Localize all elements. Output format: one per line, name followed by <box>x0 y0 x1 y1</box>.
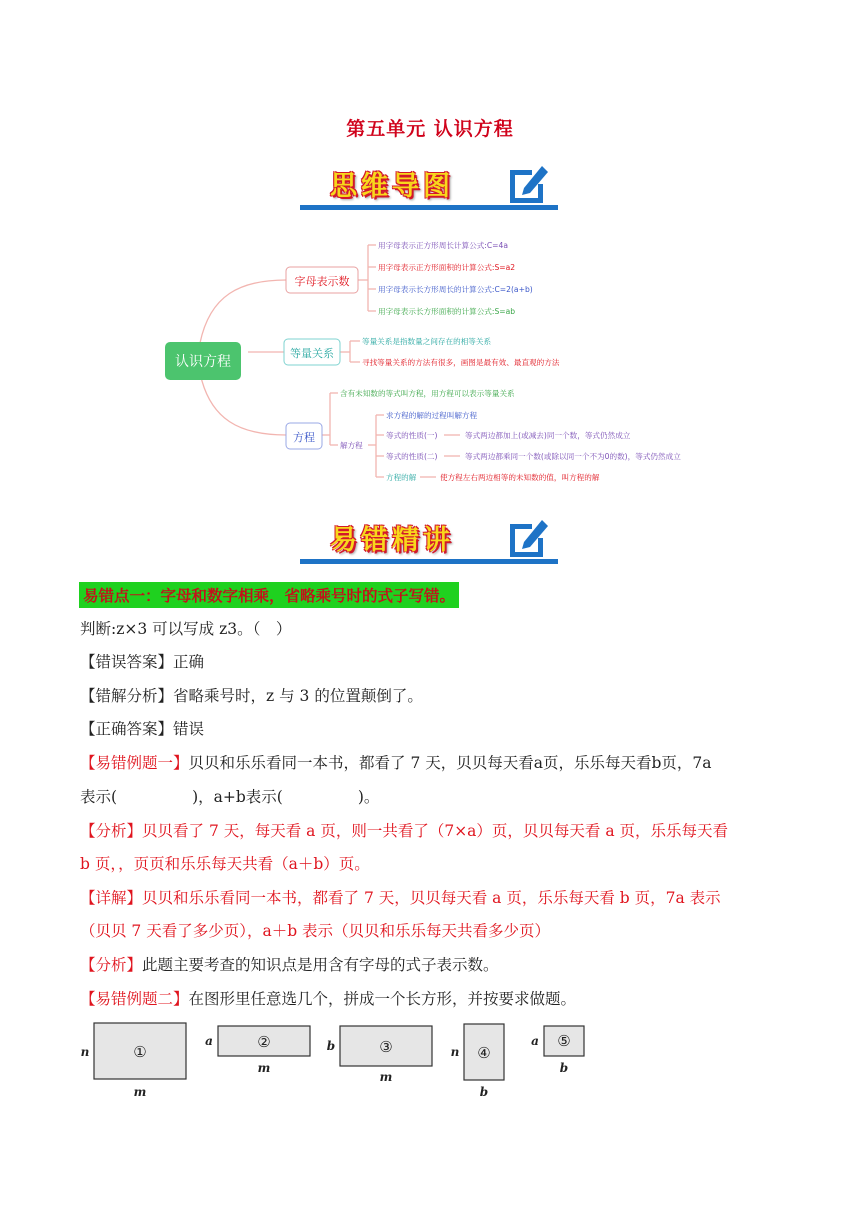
branch3-sub-desc: 等式两边都乘同一个数(或除以同一个不为0的数)，等式仍然成立 <box>465 452 681 461</box>
wrong-answer <box>80 651 204 673</box>
branch-letters-label: 字母表示数 <box>294 275 350 288</box>
example1-tag: 【易错例题一】 <box>80 754 189 772</box>
mindmap-root: 认识方程 <box>175 354 231 370</box>
analysis1-tag: 【分析】 <box>80 822 143 840</box>
pencil-edit-icon <box>502 512 554 564</box>
shape-side-label: n <box>80 1045 90 1059</box>
shape-side-label: a <box>205 1034 213 1048</box>
judge-question: 判断:z×3 可以写成 z3。（ ） <box>80 620 292 638</box>
analysis1-text: 贝贝看了 7 天，每天看 a 页，则一共看了（7×a）页，贝贝每天看 a 页，乐乐每天看 <box>142 822 729 840</box>
example2-tag: 【易错例题二】 <box>80 990 189 1008</box>
mind-map <box>160 235 700 495</box>
branch-equal-label: 等量关系 <box>290 347 334 360</box>
detail1-tag: 【详解】 <box>80 889 143 907</box>
analysis2 <box>80 954 499 976</box>
branch1-item: 用字母表示长方形周长的计算公式:C=2(a+b) <box>378 285 533 294</box>
detail1-line1 <box>80 887 721 909</box>
wrong-analysis <box>80 685 423 707</box>
shape-bottom-label: m <box>257 1061 271 1075</box>
example2-text: 在图形里任意选几个，拼成一个长方形，并按要求做题。 <box>188 990 577 1008</box>
example1-line2 <box>80 786 379 808</box>
shape-number: ② <box>257 1033 271 1051</box>
shape-bottom-label: m <box>133 1085 147 1098</box>
right-answer-text: 错误 <box>173 720 205 738</box>
example1-blank-prefix: 表示( <box>80 788 118 806</box>
wrong-analysis-tag: 【错解分析】 <box>80 687 174 705</box>
shape-bottom-label: b <box>559 1061 569 1075</box>
example1-blank-suffix: )。 <box>357 788 380 806</box>
analysis2-text: 此题主要考查的知识点是用含有字母的式子表示数。 <box>142 956 499 974</box>
example1-line1 <box>80 752 712 774</box>
right-answer <box>80 718 204 740</box>
shape-number: ③ <box>379 1038 393 1056</box>
example1-blank-middle: )，a+b表示( <box>192 788 283 806</box>
detail1-line2: （贝贝 7 天看了多少页），a＋b 表示（贝贝和乐乐每天共看多少页） <box>80 922 551 940</box>
branch3-sub-item: 等式的性质(一) <box>386 431 438 440</box>
detail1-text: 贝贝和乐乐看同一本书，都看了 7 天，贝贝每天看 a 页，乐乐每天看 b 页，7a 表示 <box>142 889 721 907</box>
branch3-sub-item: 方程的解 <box>386 473 417 482</box>
banner-errors <box>300 512 558 570</box>
shape-side-label: n <box>450 1045 460 1059</box>
branch3-sub-label: 解方程 <box>340 441 363 450</box>
analysis1-line1 <box>80 820 728 842</box>
example2 <box>80 988 576 1010</box>
wrong-analysis-text: 省略乘号时，z 与 3 的位置颠倒了。 <box>173 687 423 705</box>
branch1-item: 用字母表示正方形周长计算公式:C=4a <box>378 241 509 250</box>
shape-side-label: b <box>326 1039 336 1053</box>
error-point-heading: 易错点一：字母和数字相乘，省略乘号时的式子写错。 <box>79 582 459 608</box>
pencil-edit-icon <box>502 158 554 210</box>
shape-number: ⑤ <box>557 1032 571 1050</box>
shape-bottom-label: b <box>479 1085 489 1098</box>
shape-number: ① <box>133 1043 147 1061</box>
example1-text: 贝贝和乐乐看同一本书，都看了 7 天，贝贝每天看a页，乐乐每天看b页，7a <box>188 754 712 772</box>
page-title: 第五单元 认识方程 <box>346 118 514 140</box>
wrong-answer-tag: 【错误答案】 <box>80 653 174 671</box>
right-answer-tag: 【正确答案】 <box>80 720 174 738</box>
branch-equation-label: 方程 <box>293 431 315 444</box>
wrong-answer-text: 正确 <box>173 653 205 671</box>
banner-errors-text: 易错精讲 <box>330 525 454 556</box>
shape-bottom-label: m <box>379 1070 393 1084</box>
branch1-item: 用字母表示长方形面积的计算公式:S=ab <box>378 307 516 316</box>
branch1-item: 用字母表示正方形面积的计算公式:S=a2 <box>378 263 516 272</box>
analysis1-line2: b 页，，页页和乐乐每天共看（a＋b）页。 <box>80 855 370 873</box>
branch2-item: 寻找等量关系的方法有很多，画图是最有效、最直观的方法 <box>362 358 560 367</box>
branch3-item: 含有未知数的等式叫方程，用方程可以表示等量关系 <box>340 389 515 398</box>
branch3-sub-item: 求方程的解的过程叫解方程 <box>386 411 478 420</box>
banner-mindmap-text: 思维导图 <box>330 171 454 202</box>
branch2-item: 等量关系是指数量之间存在的相等关系 <box>362 337 492 346</box>
shape-number: ④ <box>477 1044 491 1062</box>
shape-figures <box>78 1018 598 1098</box>
shape-side-label: a <box>531 1034 539 1048</box>
branch3-sub-desc: 使方程左右两边相等的未知数的值，叫方程的解 <box>440 473 600 482</box>
analysis2-tag: 【分析】 <box>80 956 143 974</box>
banner-mindmap <box>300 158 558 216</box>
branch3-sub-desc: 等式两边都加上(或减去)同一个数，等式仍然成立 <box>465 431 631 440</box>
branch3-sub-item: 等式的性质(二) <box>386 452 438 461</box>
